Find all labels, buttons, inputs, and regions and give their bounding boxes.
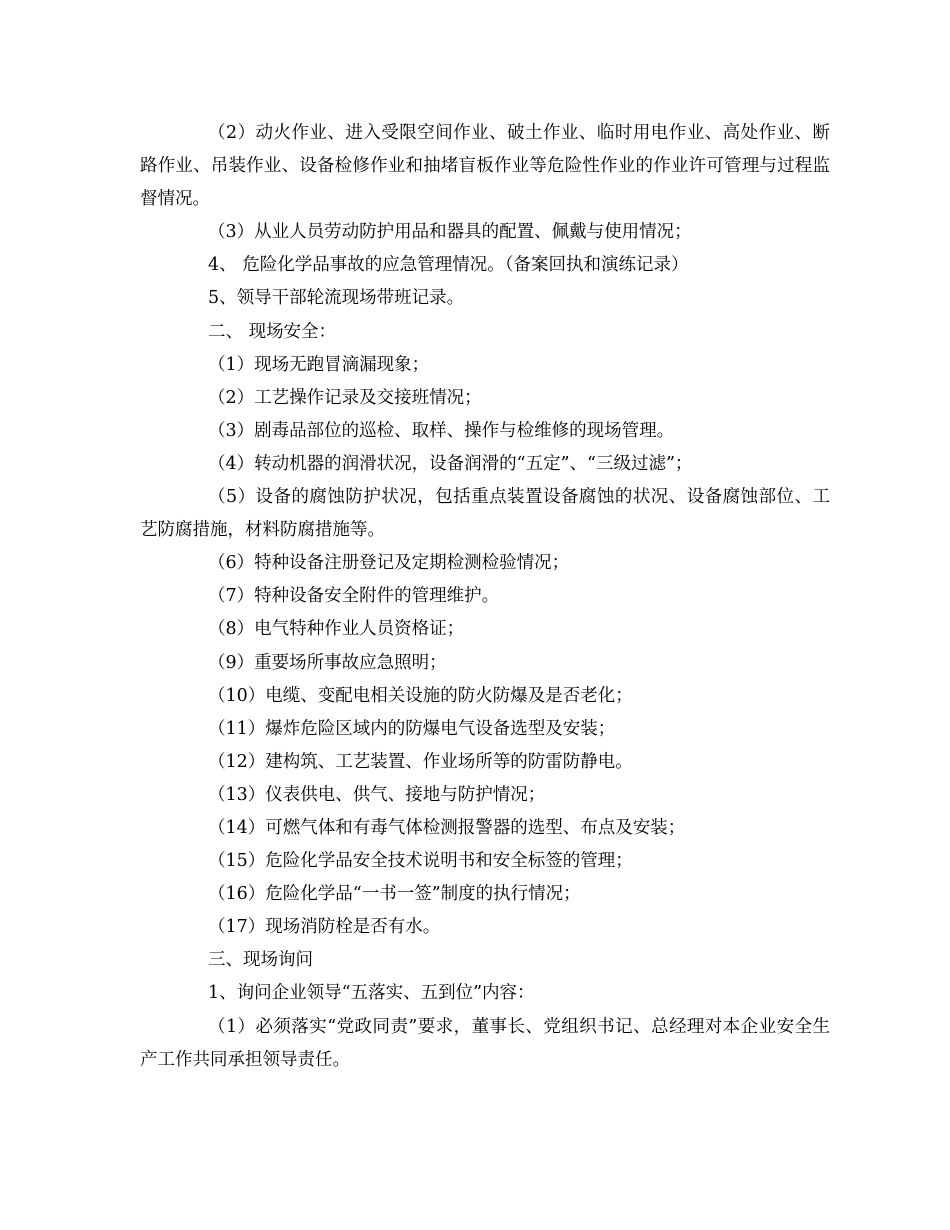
paragraph-emergency-management: 4、 危险化学品事故的应急管理情况。（备案回执和演练记录） — [208, 255, 689, 276]
list-item-lubrication: （4）转动机器的润滑状况，设备润滑的“五定”、“三级过滤”； — [208, 453, 693, 474]
list-item-one-book-one-label: （16）危险化学品“一书一签”制度的执行情况； — [208, 884, 581, 905]
list-item-operation-records: （2）工艺操作记录及交接班情况； — [208, 387, 482, 408]
list-item-instrument-power: （13）仪表供电、供气、接地与防护情况； — [208, 784, 546, 805]
paragraph-joint-responsibility: （1）必须落实“党政同责”要求，董事长、党组织书记、总经理对本企业安全生产工作共同承担领导责任。 — [140, 1016, 830, 1070]
paragraph-hazardous-work-permits: （2）动火作业、进入受限空间作业、破土作业、临时用电作业、高处作业、断路作业、吊装作业、设备检修作业和抽堵盲板作业等危险性作业的作业许可管理与过程监督情况。 — [140, 123, 830, 210]
list-item-fire-hydrants: （17）现场消防栓是否有水。 — [208, 917, 441, 938]
document-body — [140, 117, 830, 1077]
list-item-lightning-protection: （12）建构筑、工艺装置、作业场所等的防雷防静电。 — [208, 751, 633, 772]
list-item-no-leaks: （1）现场无跑冒滴漏现象； — [208, 354, 430, 375]
list-item-electrician-certificates: （8）电气特种作业人员资格证； — [208, 619, 465, 640]
list-item-cable-fire-protection: （10）电缆、变配电相关设施的防火防爆及是否老化； — [208, 685, 633, 706]
list-item-safety-data-sheets: （15）危险化学品安全技术说明书和安全标签的管理； — [208, 851, 633, 872]
section-heading-site-safety: 二、 现场安全： — [208, 321, 337, 342]
list-item-emergency-lighting: （9）重要场所事故应急照明； — [208, 652, 447, 673]
paragraph-protective-equipment: （3）从业人员劳动防护用品和器具的配置、佩戴与使用情况； — [208, 222, 692, 243]
list-item-gas-detectors: （14）可燃气体和有毒气体检测报警器的选型、布点及安装； — [208, 817, 686, 838]
list-item-corrosion-protection: （5）设备的腐蚀防护状况，包括重点装置设备腐蚀的状况、设备腐蚀部位、工艺防腐措施，材料防腐措施等。 — [140, 487, 830, 541]
list-item-toxic-area-management: （3）剧毒品部位的巡检、取样、操作与检维修的现场管理。 — [208, 420, 675, 441]
list-item-safety-accessories: （7）特种设备安全附件的管理维护。 — [208, 586, 500, 607]
list-item-explosion-proof-equipment: （11）爆炸危险区域内的防爆电气设备选型及安装； — [208, 718, 616, 739]
section-heading-site-inquiry: 三、现场询问 — [208, 950, 313, 971]
list-item-special-equipment-registration: （6）特种设备注册登记及定期检测检验情况； — [208, 553, 570, 574]
paragraph-leader-shift-record: 5、领导干部轮流现场带班记录。 — [208, 288, 465, 309]
paragraph-leader-inquiry: 1、询问企业领导“五落实、五到位”内容： — [208, 983, 535, 1004]
